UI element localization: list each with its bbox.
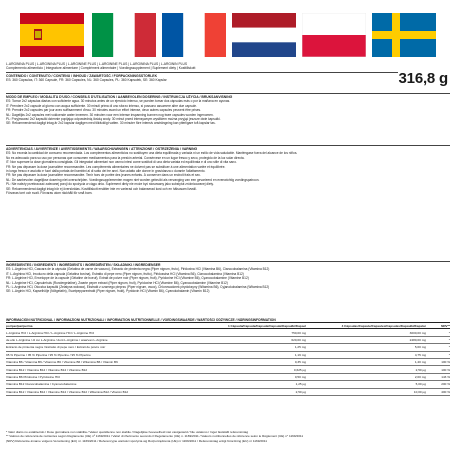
divider bbox=[6, 93, 450, 94]
contents-label: CONTENIDO / CONTENUTO / CONTENU / INHOUD / ZAWARTOŚĆ / FÖRPACKNINGSSTORLEK bbox=[6, 73, 158, 78]
table-row bbox=[6, 359, 450, 366]
table-cell: de ello L-Arginina / di cui L-Arginina / dont L-Arginine / waarvan L-Arginine bbox=[6, 337, 108, 342]
column-header: NRV** bbox=[441, 323, 450, 328]
warnings-title: ADVERTENCIAS / AVVERTENZE / AVERTISSEMENTS / WAARSCHUWINGEN / ATTENZIONE / OSTRZEŻENIA / VARNING bbox=[6, 147, 198, 151]
table-cell: Vitamina B12 / Vitamina B12 / Vitamine B12 / Vitamine B12 bbox=[6, 367, 88, 372]
usage-line: PL: Przyjmować 2x2 kapsułki dziennie popijając odpowiednią ilością wody. 30 minut przed intensywnym wysiłkiem można przyjąć jeszcze dwie kapsułki. bbox=[6, 117, 221, 122]
table-cell: 100 % bbox=[441, 367, 450, 372]
table-cell: Vitamina B6 Piridoxina / Pyridoxine HCl bbox=[6, 374, 61, 379]
italy-flag-icon bbox=[92, 13, 156, 57]
table-row bbox=[6, 374, 450, 381]
ingredients-line: FR: L-Arginine HCl, Enveloppe de la capsule (Gélatine de boeuf), Extrait de poivre noir (Piper nigrum, fruit), Pyridoxine HCl (Vitamine B6), Cyanocobalamine (Vitamine B12) bbox=[6, 276, 249, 281]
table-cell: 620,00 mg bbox=[291, 337, 306, 342]
table-cell: 2,50 µg bbox=[415, 367, 426, 372]
warning-line: No es adecuado para su uso por personas que consumen medicamentos para la presión arterial. Consérvese en un lugar fresco y seco, protegido de la luz solar directa. bbox=[6, 155, 245, 160]
table-cell: Vitamina B6 / Vitamina B6 / Vitamine B6 / Vitamine B6 / Witamina B6 / Vitamin B6 bbox=[6, 360, 118, 365]
net-weight: 316,8 g bbox=[398, 70, 448, 87]
table-cell: 2,00 mg bbox=[414, 374, 426, 379]
poland-flag-icon bbox=[302, 13, 366, 57]
warning-line: FR: Ne pas dépasser la dose journalière recommandée. Les compléments alimentaires ne doivent pas se substituer à une alimentation variée et équilibrée. bbox=[6, 164, 226, 169]
usage-line: FR: Prendre 2x2 capsules par jour avec suffisamment d'eau. 30 minutes avant un effort intense, deux autres capsules peuvent être prises. bbox=[6, 108, 202, 113]
divider bbox=[6, 261, 450, 262]
table-cell: * bbox=[448, 330, 450, 335]
footnote: ** Valores de referencia de nutrientes según Reglamento (UE) nº 1169/2011 / Valori di riferimento secondo il Regolamento (UE) n. 1169/2011 / Valeurs nutritionnelles de référence selon le Règlement (UE) n° 1169/2011 bbox=[6, 434, 304, 439]
usage-line: SE: Rekommenderat dagligt intag är 2x2 kapslar dagligen med tillräckligt vatten. 30 minuter före intensiv ansträngning kan ytterligare två kapslar tas. bbox=[6, 121, 216, 126]
ingredients-line: SE: L-Arginin HCl, Kapselhölje (Nötgelatin), Svartpepparextrakt (Piper nigrum, frukt), Pyridoxin HCl (Vitamin B6), Cyanokobalamin (Vitamin B12) bbox=[6, 289, 210, 294]
usage-section bbox=[6, 92, 450, 126]
ingredients-line: NL: L-Arginine HCl, Capsulehuls (Rundergelatine), Zwarte peper extract (Piper nigrum, fruit), Pyridoxine HCl (Vitamine B6), Cyanocobalamine (Vitamine B12) bbox=[6, 280, 228, 285]
table-cell: 0,35 mg bbox=[294, 360, 306, 365]
table-cell: * bbox=[448, 345, 450, 350]
table-row bbox=[6, 329, 450, 336]
france-flag-icon bbox=[162, 13, 226, 57]
spain-flag-icon bbox=[20, 13, 84, 57]
product-header bbox=[6, 62, 398, 83]
ingredients-title: INGREDIENTES / INGREDIENTI / INGRÉDIENTS / INGREDIËNTEN / SKŁADNIKI / INGREDIENSER bbox=[6, 263, 161, 267]
table-row bbox=[6, 337, 450, 344]
table-cell: 0,625 µg bbox=[293, 367, 306, 372]
ingredients-line: PL: L-Arginina HCl, Otoczka kapsułki (Żelatyna wołowa), Ekstrakt z czarnego pieprzu (Piper nigrum, owoc), Chlorowodorek pirydoksyny (Witamina B6), Cyjanokobalamina (Witamina B12) bbox=[6, 285, 270, 290]
table-cell: 1,40 mg bbox=[414, 360, 426, 365]
nutrition-footnotes bbox=[6, 430, 450, 443]
nutrition-title: INFORMACIÓN NUTRICIONAL / INFORMAZIONI NUTRIZIONALI / INFORMATION NUTRITIONNELLE / VOEDINGSWAARDE / WARTOŚCI ODŻYWCZE / NÄRINGSINFORMATION bbox=[6, 318, 276, 322]
warning-line: IT: Non superare la dose giornaliera consigliata. Gli integratori alimentari non vanno intesi come sostituti di una dieta variata ed equilibrata e di uno stile di vita sano. bbox=[6, 160, 237, 165]
ingredients-section bbox=[6, 260, 450, 294]
table-cell: 1,25 mg bbox=[294, 345, 306, 350]
warning-line: in lungo fresco e asciutto e fuori dalla portata dei bambini al di sotto dei tre anni. Non adatto alle donne in gravidanza o durante l'allattamento. bbox=[6, 169, 206, 174]
table-cell: 95 % Piperine / 95 % Piperina / 95 % Piperine / 95 % Piperine bbox=[6, 352, 91, 357]
table-cell: 5,00 µg bbox=[415, 382, 426, 387]
warning-line: PL: Nie należy przekraczać zalecanej porcji do spożycia w ciągu dnia. Suplement diety nie może być stosowany jako substytut zróżnicowanej diety. bbox=[6, 182, 214, 187]
divider bbox=[6, 145, 450, 146]
column-header: 1 Cápsula/Capsule/Capsule/Capsule/Kapsułki/Kapsel bbox=[227, 323, 306, 328]
table-cell: 750,00 mg bbox=[291, 330, 306, 335]
warning-line: FR: Ne pas dépasser la dose journalière recommandée. Tenir hors de portée des jeunes enfants. À conserver dans un endroit frais et sec. bbox=[6, 173, 201, 178]
contents-value: ES: 360 Cápsulas, IT: 360 Capsule, FR: 360 Capsules, NL: 360 Capsules, PL: 360 Kapsułek, SE: 360 Kapslar bbox=[6, 78, 167, 83]
footnote: (NRV) Referentie-inname volgens Verordening (EU) nr. 1169/2011 / Referencyjne wartości spożycia wg Rozporządzenia (UE) nr 1169/2011 / Referensintag enligt förordning (EU) nr 1169/2011 bbox=[6, 438, 267, 443]
table-cell: 2480,00 mg bbox=[409, 337, 426, 342]
table-cell: 143 % bbox=[441, 374, 450, 379]
usage-line: IT: Prendere 2x2 capsule al giorno con acqua sufficiente. 30 minuti prima di uno sforzo intenso, si possono assumere altre due capsule. bbox=[6, 103, 197, 108]
table-cell: 200 % bbox=[441, 382, 450, 387]
column-header: 4 Cápsulas/Capsule/Capsules/Capsules/Kapsułki/Kapslar bbox=[341, 323, 426, 328]
warning-line: SE: Rekommenderat dagligt intag bör ej överskridas. Kosttillskott ersätter inte en varierad och balanserad kost och en hälsosam livsstil. bbox=[6, 186, 197, 191]
nutrition-table bbox=[6, 318, 450, 396]
table-cell: 1,19 mg bbox=[294, 352, 306, 357]
warning-line: ES: No exceda la cantidad de consumo recomendada. Los complementos alimenticios no sustituyen una dieta equilibrada y variada ni un estilo de vida saludable. Manténgase fuera del alcance de los niños. bbox=[6, 151, 298, 156]
table-cell: * bbox=[448, 337, 450, 342]
usage-line: ES: Tomar 2x2 cápsulas diarias con suficiente agua. 30 minutos antes de un ejercicio intenso, se pueden tomar dos cápsulas más o por la mañana en ayunas. bbox=[6, 99, 231, 104]
table-row bbox=[6, 366, 450, 373]
ingredients-line: IT: L-Arginina HCl, Involucro della capsula (Gelatina bovina), Estratto di pepe nero (Piper nigrum, frutto), Piridossina HCl (Vitamina B6), Cianocobalamina (Vitamina B12) bbox=[6, 271, 244, 276]
table-cell: 100 % bbox=[441, 360, 450, 365]
table-cell: Vitamina B12 / Vitamina B12 / Vitamine B12 / Vitamine B12 / Witamina B12 / Vitamin B12 bbox=[6, 389, 129, 394]
table-cell: Extracto de pimienta negra / Estratto di pepe nero / Extrait de poivre noir bbox=[6, 345, 106, 350]
table-cell: 400 % bbox=[441, 389, 450, 394]
table-cell: 1,25 µg bbox=[295, 382, 306, 387]
footnote: * Valor diario no establecido / Dose giornaliera non stabilita / Valeur quotidienne non établie / Dagelijkse hoeveelheid niet vastgesteld / Nie ustalono / Inget fastställt referensintag bbox=[6, 430, 249, 434]
label-document bbox=[6, 62, 450, 452]
table-cell: 10,00 µg bbox=[413, 389, 426, 394]
table-row bbox=[6, 381, 450, 388]
table-cell: * bbox=[448, 352, 450, 357]
ingredients-line: ES: L-Arginina HCl, Cascara de la cápsula (Gelatina de carne de vacuno), Extracto de pimienta negra (Piper nigrum, fruto), Piridoxina HCl (Vitamina B6), Cianocobalamina (Vitamina B12) bbox=[6, 267, 270, 272]
table-row bbox=[6, 344, 450, 351]
table-row bbox=[6, 389, 450, 396]
product-name-line: L-ARGININA PLUS | L-ARGININA PLUS | L-ARGININE PLUS | L-ARGININE PLUS | L-ARGININA PLUS | L-ARGININ PLUS bbox=[6, 62, 188, 66]
flag-row bbox=[0, 0, 456, 60]
usage-line: NL: Dagelijks 2x2 capsules met voldoende water innemen. 30 minuten voor een intense inspanning kunnen nog twee capsules worden ingenomen. bbox=[6, 112, 214, 117]
supplement-line: Complemento alimenticio | Integratore alimentare | Complément alimentaire | Voedingssupplement | Suplement diety | Kosttillskott bbox=[6, 66, 196, 71]
warning-line: NL: De aanbevolen dagelijkse dosering niet overschrijden. Voedingssupplementen mogen niet worden gebruikt als vervanging van een gevarieerd en evenwichtig voedingspatroon. bbox=[6, 177, 260, 182]
netherlands-flag-icon bbox=[232, 13, 296, 57]
warnings-section bbox=[6, 144, 450, 195]
divider bbox=[6, 72, 398, 73]
table-header-row bbox=[6, 322, 450, 329]
table-cell: 5,00 mg bbox=[414, 345, 426, 350]
sweden-flag-icon bbox=[372, 13, 436, 57]
warning-line: Förvaras torrt och svalt. Förvaras utom räckhåll för små barn. bbox=[6, 191, 93, 196]
table-row bbox=[6, 352, 450, 359]
table-cell: 4,75 mg bbox=[414, 352, 426, 357]
table-cell: 3000,00 mg bbox=[409, 330, 426, 335]
table-cell: Vitamina B12 Cianocobalamina / Cyanocobalamine bbox=[6, 382, 77, 387]
column-header: por/per/par/per/na bbox=[6, 323, 33, 328]
table-cell: 0,50 mg bbox=[294, 374, 306, 379]
table-cell: 2,50 µg bbox=[295, 389, 306, 394]
table-cell: L-Arginina HCl / L-Arginina HCl / L-Arginine HCl / L-Arginine HCl bbox=[6, 330, 95, 335]
usage-title: MODO DE EMPLEO / MODALITÀ D'USO / CONSEILS D'UTILISATION / AANBEVOLEN DOSERING / INSTRUKCJA UŻYCIA / BRUKSANVISNING bbox=[6, 95, 233, 99]
